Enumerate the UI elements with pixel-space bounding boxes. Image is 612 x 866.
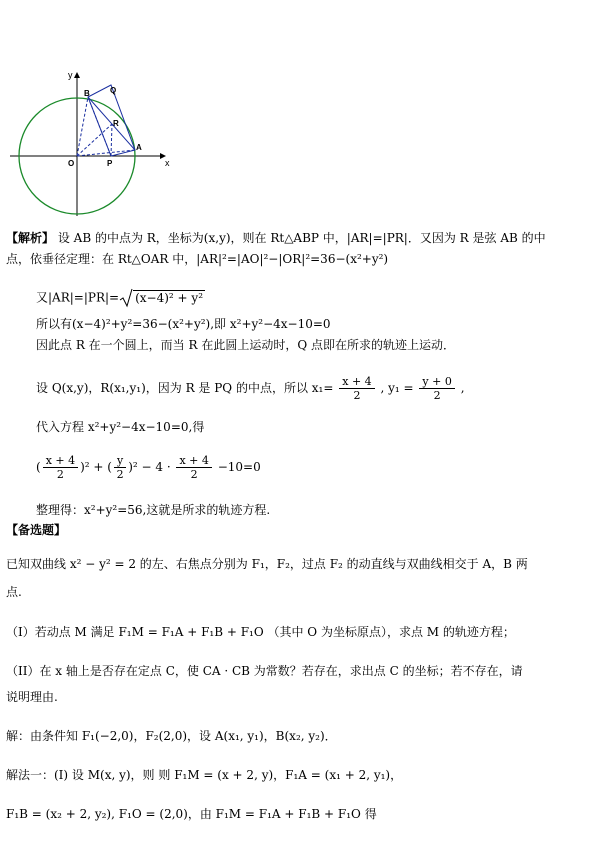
label-x: x [165, 158, 170, 168]
fraction-eq-b-denominator: 2 [116, 468, 124, 481]
fraction-x1 [339, 375, 374, 402]
sqrt-sign-icon [119, 288, 133, 308]
open-paren: ( [36, 460, 41, 474]
label-p: P [107, 159, 113, 168]
fraction-eq-a-denominator: 2 [56, 468, 64, 481]
backup-line2: 点. [6, 585, 22, 599]
solution-line3: F₁B = (x₂ + 2, y₂), F₁O = (2,0)，由 F₁M = F₁A + F₁B + F₁O 得 [6, 807, 377, 821]
eq-tail: )² − 4 · [128, 460, 171, 474]
fraction-x1-numerator: x + 4 [339, 375, 374, 389]
label-b: B [84, 89, 90, 98]
fraction-eq-a-numerator: x + 4 [43, 454, 78, 468]
backup-heading: 【备选题】 [6, 523, 67, 537]
backup-line1: 已知双曲线 x² − y² = 2 的左、右焦点分别为 F₁，F₂，过点 F₂ 的动直线与双曲线相交于 A，B 两 [6, 557, 528, 571]
line6-mid: , y₁ = [380, 381, 414, 395]
label-q: Q [110, 86, 117, 95]
sqrt-radicand: (x−4)² + y² [135, 290, 203, 305]
line6-prefix: 设 Q(x,y)，R(x₁,y₁)，因为 R 是 PQ 的中点，所以 x₁= [36, 381, 334, 395]
analysis-line8: 整理得：x²+y²=56,这就是所求的轨迹方程. [36, 503, 271, 517]
label-a: A [136, 143, 142, 152]
fraction-y1-numerator: y + 0 [419, 375, 454, 389]
eq-end: −10=0 [217, 460, 261, 474]
analysis-line5: 因此点 R 在一个圆上，而当 R 在此圆上运动时，Q 点即在所求的轨迹上运动． [36, 338, 455, 352]
analysis-line1 [6, 231, 546, 246]
fraction-eq-c [176, 454, 211, 481]
backup-question-1: （I）若动点 M 满足 F₁M = F₁A + F₁B + F₁O （其中 O 为坐标原点），求点 M 的轨迹方程； [6, 625, 515, 639]
analysis-line3 [36, 288, 205, 308]
analysis-text1: 设 AB 的中点为 R，坐标为(x,y)，则在 Rt△ABP 中，|AR|=|PR|．又因为 R 是弦 AB 的中 [57, 231, 546, 245]
fraction-eq-a [43, 454, 78, 481]
fraction-y1 [419, 375, 454, 402]
analysis-line4: 所以有(x−4)²+y²=36−(x²+y²),即 x²+y²−4x−10=0 [36, 317, 331, 331]
analysis-line6 [36, 368, 465, 408]
fraction-eq-c-denominator: 2 [190, 468, 198, 481]
line6-end: , [460, 381, 465, 395]
circle-figure [5, 68, 170, 218]
fraction-x1-denominator: 2 [353, 389, 361, 402]
fraction-eq-b-numerator: y [114, 454, 126, 468]
ar-equals-pr: 又|AR|=|PR|= [36, 290, 120, 305]
backup-question-2b: 说明理由. [6, 690, 58, 704]
fraction-y1-denominator: 2 [433, 389, 441, 402]
fraction-eq-c-numerator: x + 4 [176, 454, 211, 468]
analysis-line7: 代入方程 x²+y²−4x−10=0,得 [36, 420, 205, 434]
label-r: R [113, 119, 119, 128]
label-y: y [68, 70, 73, 80]
fraction-eq-b [114, 454, 126, 481]
analysis-line2: 点，依垂径定理：在 Rt△OAR 中，|AR|²=|AO|²−|OR|²=36−(x²+y²) [6, 252, 389, 266]
solution-line1: 解：由条件知 F₁(−2,0)，F₂(2,0)，设 A(x₁, y₁)，B(x₂, y₂)． [6, 729, 337, 743]
analysis-heading: 【解析】 [6, 231, 55, 245]
label-o: O [68, 159, 75, 168]
sqrt-expression [119, 288, 205, 308]
eq-mid: )² + ( [80, 460, 112, 474]
analysis-equation [36, 447, 261, 487]
solution-line2: 解法一：(I) 设 M(x, y)，则 则 F₁M = (x + 2, y)，F₁A = (x₁ + 2, y₁)， [6, 768, 403, 782]
backup-question-2a: （II）在 x 轴上是否存在定点 C，使 CA · CB 为常数？若存在，求出点 C 的坐标；若不存在，请 [6, 664, 523, 678]
